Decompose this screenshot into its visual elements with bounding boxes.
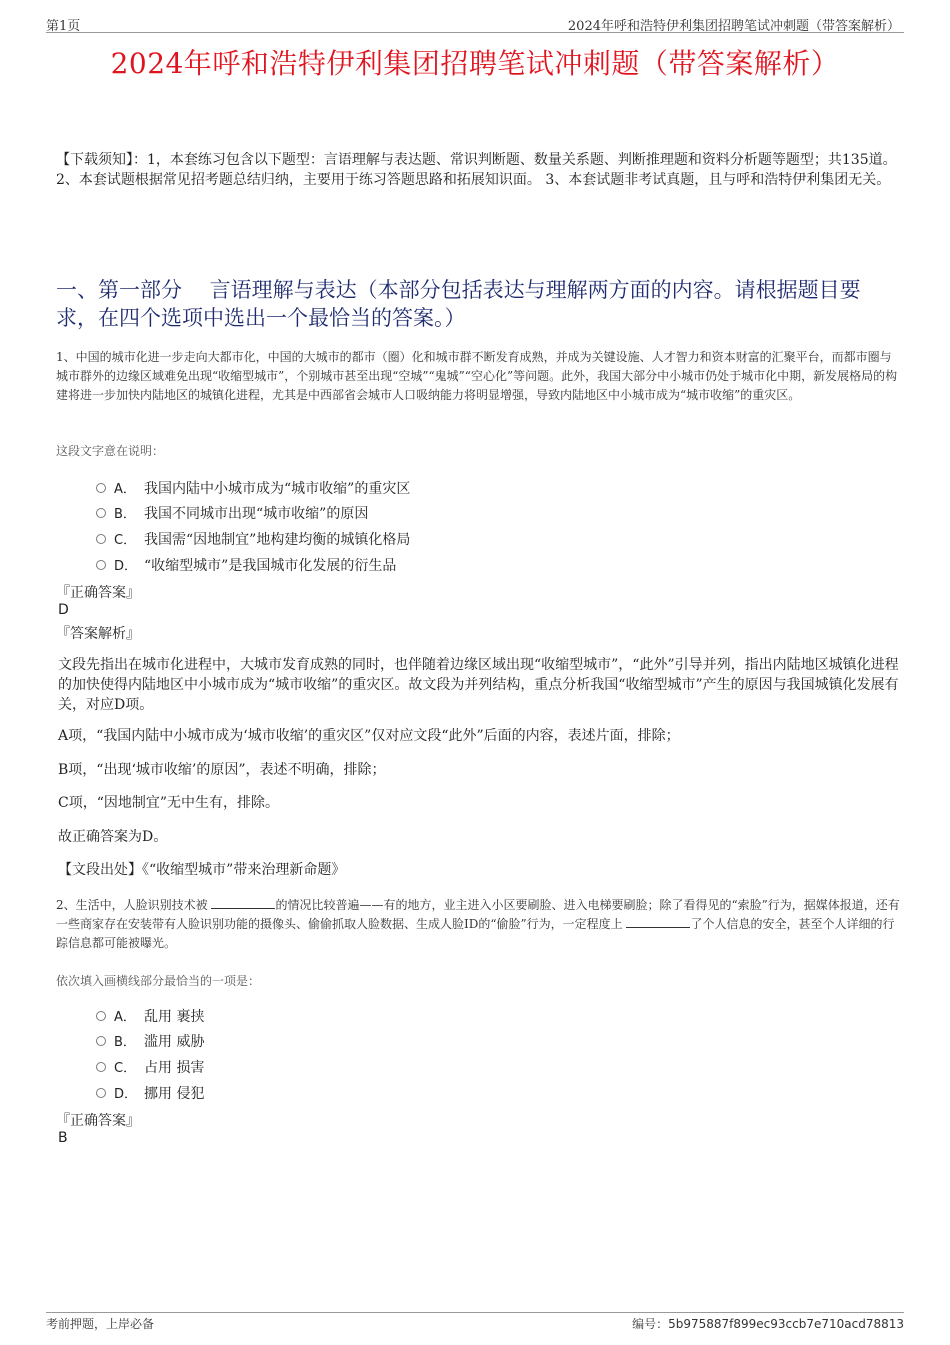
section-heading: 一、第一部分 言语理解与表达（本部分包括表达与理解两方面的内容。请根据题目要求，在四个选项中选出一个最恰当的答案。） bbox=[56, 278, 861, 330]
page-number: 第1页 bbox=[46, 19, 81, 34]
question-1-prompt: 这段文字意在说明： bbox=[56, 444, 165, 458]
document-title: 2024年呼和浩特伊利集团招聘笔试冲刺题（带答案解析） bbox=[110, 47, 840, 80]
radio-icon[interactable] bbox=[96, 1036, 106, 1046]
blank-1 bbox=[211, 897, 275, 909]
question-1-option-a[interactable]: A． 我国内陆中小城市成为“城市收缩”的重灾区 bbox=[96, 478, 410, 498]
explanation-paragraph: 文段先指出在城市化进程中，大城市发育成熟的同时，也伴随着边缘区域出现“收缩型城市”，“此外”引导并列，指出内陆地区城镇化进程的加快使得内陆地区中小城市成为“城市收缩”的重灾区。故文段为并列结构，重点分析我国“收缩型城市”产生的原因与我国城镇化发展有关，对应D项。 bbox=[58, 657, 899, 713]
question-2-option-d[interactable]: D． 挪用 侵犯 bbox=[96, 1083, 204, 1103]
download-notice: 【下载须知】：1，本套练习包含以下题型：言语理解与表达题、常识判断题、数量关系题、判断推理题和资料分析题等题型；共135道。 2、本套试题根据常见招考题总结归纳，主要用于练习答题思路和拓展知识面。 3、本套试题非考试真题，且与呼和浩特伊利集团无关。 bbox=[56, 152, 897, 188]
explanation-option-a: A项，“我国内陆中小城市成为‘城市收缩’的重灾区”仅对应文段“此外”后面的内容，表述片面，排除； bbox=[58, 728, 680, 744]
question-2-option-c[interactable]: C． 占用 损害 bbox=[96, 1057, 204, 1077]
question-2-prompt: 依次填入画横线部分最恰当的一项是： bbox=[56, 974, 261, 988]
explanation-conclusion: 故正确答案为D。 bbox=[58, 829, 168, 845]
header-doc-title: 2024年呼和浩特伊利集团招聘笔试冲刺题（带答案解析） bbox=[567, 19, 900, 34]
question-1-option-c[interactable]: C． 我国需“因地制宜”地构建均衡的城镇化格局 bbox=[96, 529, 410, 549]
question-1-text: 1、中国的城市化进一步走向大都市化，中国的大城市的都市（圈）化和城市群不断发育成熟，并成为关键设施、人才智力和资本财富的汇聚平台，而都市圈与城市群外的边缘区域难免出现“收缩型城市”，个别城市甚至出现“空城”“鬼城”“空心化”等问题。此外，我国大部分中小城市仍处于城市化中期，新发展格局的构建将进一步加快内陆地区的城镇化进程，尤其是中西部省会城市人口吸纳能力将明显增强，导致内陆地区中小城市成为“城市收缩”的重灾区。 bbox=[56, 350, 898, 402]
correct-answer: B bbox=[58, 1130, 68, 1146]
question-1-option-b[interactable]: B． 我国不同城市出现“城市收缩”的原因 bbox=[96, 503, 368, 523]
question-1-option-d[interactable]: D． “收缩型城市”是我国城市化发展的衍生品 bbox=[96, 555, 396, 575]
text-source: 【文段出处】《“收缩型城市”带来治理新命题》 bbox=[58, 862, 346, 878]
explanation-option-c: C项，“因地制宜”无中生有，排除。 bbox=[58, 795, 280, 811]
question-2-option-a[interactable]: A． 乱用 裹挟 bbox=[96, 1006, 204, 1026]
correct-answer: D bbox=[58, 602, 69, 618]
page-header bbox=[46, 14, 904, 33]
question-2-option-b[interactable]: B． 滥用 威胁 bbox=[96, 1031, 204, 1051]
explanation-label: 『答案解析』 bbox=[56, 626, 140, 642]
explanation-option-b: B项，“出现‘城市收缩’的原因”，表述不明确，排除； bbox=[58, 762, 386, 778]
radio-icon[interactable] bbox=[96, 1088, 106, 1098]
footer-doc-id: 编号：5b975887f899ec93ccb7e710acd78813 bbox=[632, 1317, 904, 1331]
correct-answer-label: 『正确答案』 bbox=[56, 585, 140, 601]
radio-icon[interactable] bbox=[96, 1062, 106, 1072]
radio-icon[interactable] bbox=[96, 1011, 106, 1021]
blank-2 bbox=[626, 916, 690, 928]
correct-answer-label: 『正确答案』 bbox=[56, 1113, 140, 1129]
footer-slogan: 考前押题，上岸必备 bbox=[46, 1317, 155, 1331]
radio-icon[interactable] bbox=[96, 534, 106, 544]
radio-icon[interactable] bbox=[96, 560, 106, 570]
radio-icon[interactable] bbox=[96, 483, 106, 493]
radio-icon[interactable] bbox=[96, 508, 106, 518]
question-2-text: 2、生活中，人脸识别技术被 的情况比较普遍——有的地方，业主进入小区要刷脸、进入电梯要刷脸；除了看得见的“索脸”行为，据媒体报道，还有一些商家存在安装带有人脸识别功能的摄像头、偷偷抓取人脸数据、生成人脸ID的“偷脸”行为，一定程度上 了个人信息的安全，甚至个人详细的行踪信息都可能被曝光。 bbox=[56, 898, 900, 950]
page-footer bbox=[46, 1312, 904, 1331]
